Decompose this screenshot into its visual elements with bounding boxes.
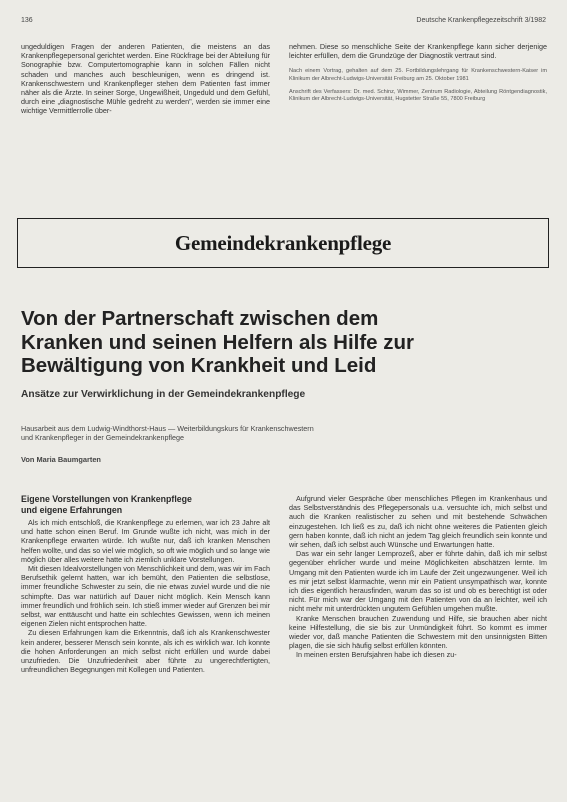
headline-line: Kranken und seinen Helfern als Hilfe zur [21,330,415,354]
headline-line: Von der Partnerschaft zwischen dem [21,307,379,330]
top-left-paragraph: ungeduldigen Fragen der anderen Patienten, die meistens an das Krankenpflegepersonal gerichtet werden. Eine Rückfrage bei der Abteilung für Sonographie bzw. Computertomographie kann in solchen Fällen nicht schaden und manches auch beschleunigen, wenn es dringend ist. Krankenschwestern und Krankenpfleger stehen dem Patienten fast immer näher als die Ärzte. In seiner Sorge, Ungewißheit, Ungeduld und dem Gefühl, durch eine „diagnostische Mühle gedreht zu werden", werden sie immer eine wichtige Vermittlerrolle über- [21,42,270,116]
footnote: Nach einem Vortrag, gehalten auf dem 25. Fortbildungslehrgang für Krankenschwestern-Kaiser im Klinikum der Albrecht-Ludwigs-Universität Freiburg am 25. Oktober 1981 [289,68,547,82]
section-banner [17,218,549,268]
body-left-column [21,494,270,674]
byline: Von Maria Baumgarten [21,455,101,464]
body-paragraph: Als ich mich entschloß, die Krankenpflege zu erlernen, war ich 23 Jahre alt und hatte schon einen Beruf. Im Grunde wußte ich nicht, was mich in der Krankenpflege erwarten würde. Ich wußte nur, daß ich kranken Menschen helfen wollte, und das so viel wie möglich, so oft wie möglich und so lange wie möglich über alles weitere hatte ich ziemlich unklare Vorstellungen. [21,518,270,564]
body-paragraph: Aufgrund vieler Gespräche über menschliches Pflegen im Krankenhaus und das Selbstverständnis des Pflegepersonals u.a. versuchte ich, mich selbst und auch die Kranken realistischer zu sehen und mit bestehende Schwächen einzugestehen. Ich ließ es zu, daß ich nicht ohne weiteres die Patienten gleich gern haben konnte, daß ich nicht an jedem Tag gleich freundlich sein konnte und wir sehen, daß ich selbst auch Wünsche und Erwartungen hatte. [289,494,547,550]
body-paragraph: In meinen ersten Berufsjahren habe ich diesen zu- [296,650,457,660]
article-meta [21,424,551,442]
author-address-note: Anschrift des Verfassers: Dr. med. Schinz, Wimmer, Zentrum Radiologie, Abteilung Röntgendiagnostik, Klinikum der Albrecht-Ludwigs-Universität, Hugstetter Straße 55, 7800 Freiburg [289,88,547,103]
headline-line: Bewältigung von Krankheit und Leid [21,354,377,377]
meta-line: und Krankenpfleger in der Gemeindekrankenpflege [21,433,185,442]
page-number: 136 [21,17,33,24]
body-paragraph: Zu diesen Erfahrungen kam die Erkenntnis, daß ich als Krankenschwester kein anderer, besserer Mensch sein konnte, als ich es wirklich war. Ich konnte die hohen Anforderungen an mich selbst nicht erfüllen und wurde dabei unzufrieden. Die Unzufriedenheit aber führte zu ungerechtfertigten, unfreundlichen Begegnungen mit Kollegen und Patienten. [21,628,270,675]
article-headline [21,307,551,378]
section-heading [21,494,270,515]
top-left-column [21,42,270,116]
banner-title: Gemeindekrankenpflege [174,231,392,255]
body-paragraph: Das war ein sehr langer Lernprozeß, aber er führte dahin, daß ich mir selbst gegenüber ehrlicher wurde und meine Möglichkeiten abschätzen lernte. Im Umgang mit den Patienten wurde ich im Laufe der Zeit ungezwungener. Weil ich es mir jetzt selbst klarmachte, wenn mir ein Patient unsympathisch war, konnte ich dies eigentlich herausfinden, warum das so ist und ob es berechtigt ist oder nicht. Für mich war der Umgang mit den Patienten von da an leichter, weil ich nicht mehr mit unterdrückten ungutem Gefühlen umgehen mußte. [289,549,547,614]
body-paragraph: Mit diesen Idealvorstellungen von Menschlichkeit und dem, was wir im Fach Berufsethik gelernt hatten, war ich bemüht, den Patienten die selbstlose, immer freundliche Schwester zu sein, die nie etwas zuviel wurde und die nie schimpfte. Das war natürlich auf Dauer nicht möglich. Kein Mensch kann immer freundlich und fröhlich sein. Ich stieß immer wieder auf Grenzen bei mir selbst, war enttäuscht und hatte ein schlechtes Gewissen, wenn ich meinen eigenen Zielen nicht entsprochen hatte. [21,564,270,629]
journal-header: Deutsche Krankenpflegezeitschrift 3/1982 [416,17,546,24]
section-heading-line: und eigene Erfahrungen [21,504,123,515]
section-heading-line: Eigene Vorstellungen von Krankenpflege [21,494,192,504]
meta-line: Hausarbeit aus dem Ludwig-Windthorst-Haus — Weiterbildungskurs für Krankenschwestern [21,424,314,433]
body-right-column [289,494,547,660]
top-right-column [289,42,547,109]
top-right-paragraph: nehmen. Diese so menschliche Seite der Krankenpflege kann sicher derjenige leichter erfüllen, dem die Grundzüge der Diagnostik vertraut sind. [289,42,547,61]
article-subtitle: Ansätze zur Verwirklichung in der Gemeindekrankenpflege [21,389,306,400]
body-paragraph: Kranke Menschen brauchen Zuwendung und Hilfe, sie brauchen aber nicht keine Hilfestellung, die sie bis zur Unmündigkeit führt. So kommt es immer wieder vor, daß manche Patienten die Schwestern mit den unsinnigsten Bitten plagen, die sie sich häufig selbst erfüllen könnten. [289,613,547,651]
